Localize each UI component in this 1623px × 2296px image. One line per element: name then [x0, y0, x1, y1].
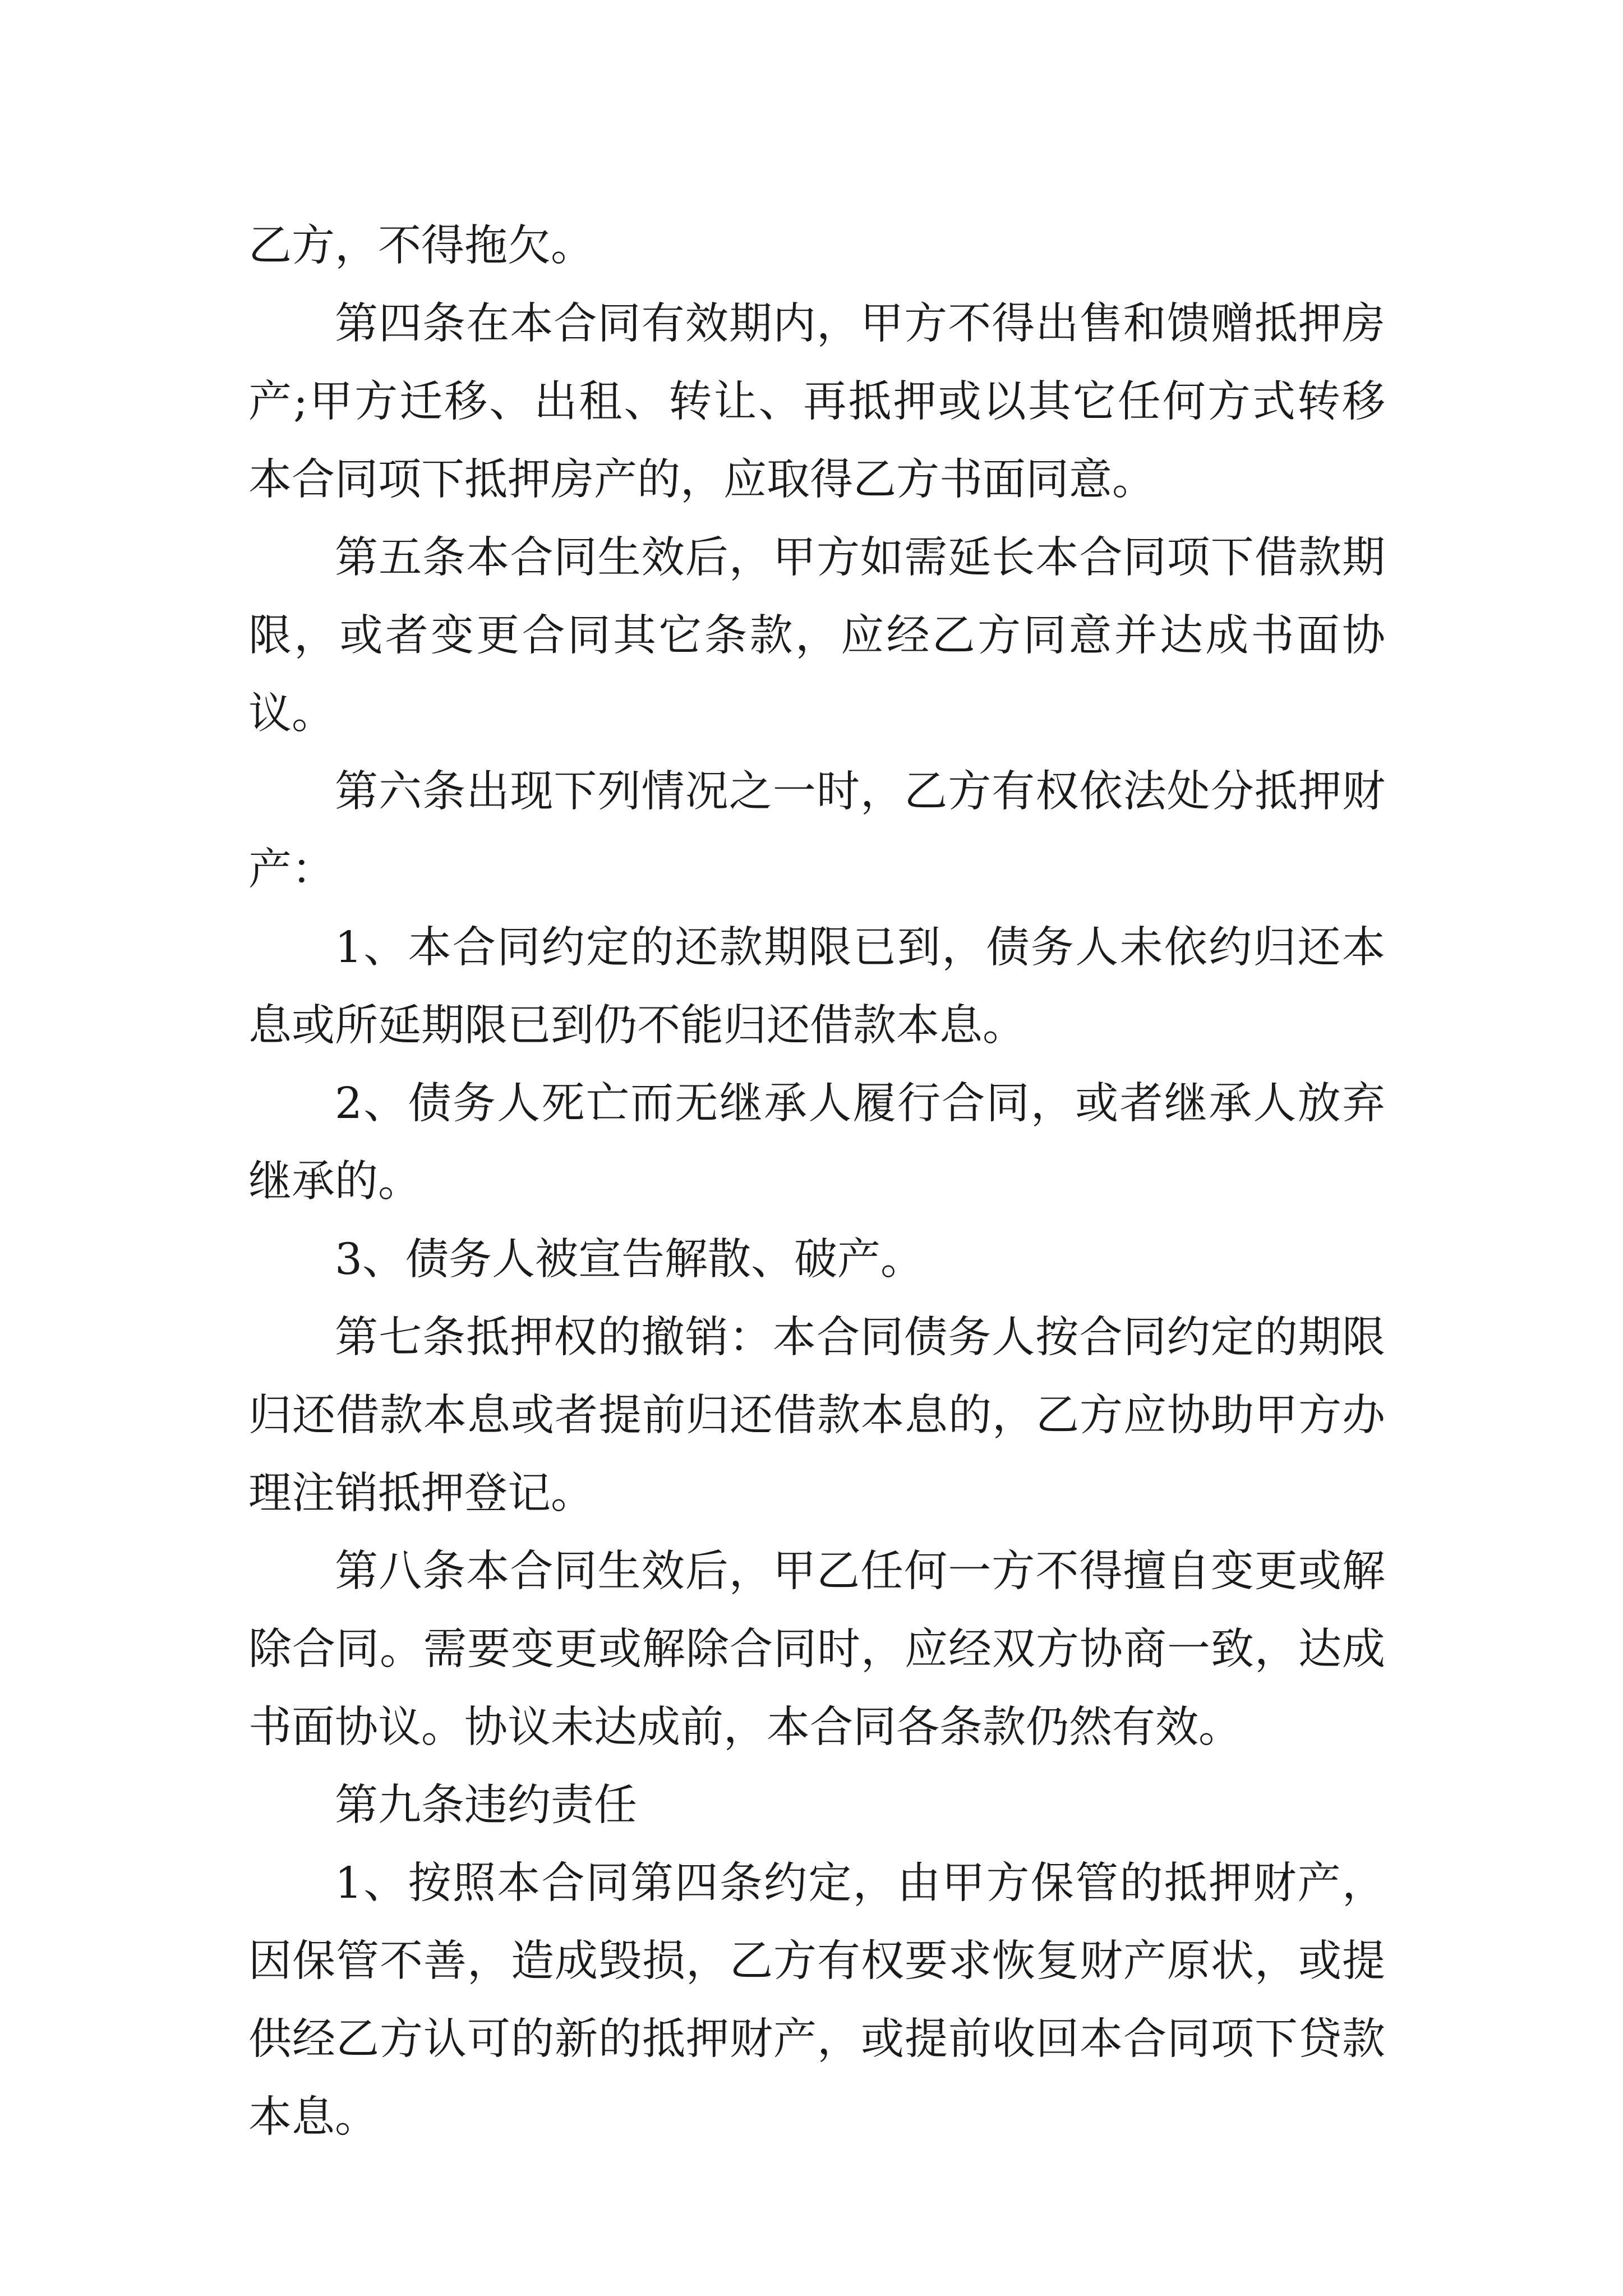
paragraph-article-7: 第七条抵押权的撤销：本合同债务人按合同约定的期限归还借款本息或者提前归还借款本息的，乙方应协助甲方办理注销抵押登记。: [248, 1313, 1385, 1519]
paragraph-continuation: 乙方，不得拖欠。: [248, 221, 594, 271]
paragraph-article-5: 第五条本合同生效后，甲方如需延长本合同项下借款期限，或者变更合同其它条款，应经乙方同意并达成书面协议。: [248, 533, 1385, 739]
document-page: [248, 207, 1385, 2156]
paragraph-article-6: 第六条出现下列情况之一时，乙方有权依法处分抵押财产：: [248, 767, 1385, 895]
paragraph-article-6-item-3: 3、债务人被宣告解散、破产。: [335, 1235, 924, 1285]
paragraph-article-4: 第四条在本合同有效期内，甲方不得出售和馈赠抵押房产;甲方迁移、出租、转让、再抵押或以其它任何方式转移本合同项下抵押房产的，应取得乙方书面同意。: [248, 299, 1385, 505]
paragraph-article-9-heading: 第九条违约责任: [335, 1780, 637, 1830]
paragraph-article-6-item-1: 1、本合同约定的还款期限已到，债务人未依约归还本息或所延期限已到仍不能归还借款本息。: [248, 923, 1385, 1051]
paragraph-article-6-item-2: 2、债务人死亡而无继承人履行合同，或者继承人放弃继承的。: [248, 1079, 1385, 1207]
paragraph-article-9-item-1: 1、按照本合同第四条约定，由甲方保管的抵押财产，因保管不善，造成毁损，乙方有权要求恢复财产原状，或提供经乙方认可的新的抵押财产，或提前收回本合同项下贷款本息。: [248, 1858, 1385, 2142]
paragraph-article-8: 第八条本合同生效后，甲乙任何一方不得擅自变更或解除合同。需要变更或解除合同时，应经双方协商一致，达成书面协议。协议未达成前，本合同各条款仍然有效。: [248, 1547, 1385, 1752]
